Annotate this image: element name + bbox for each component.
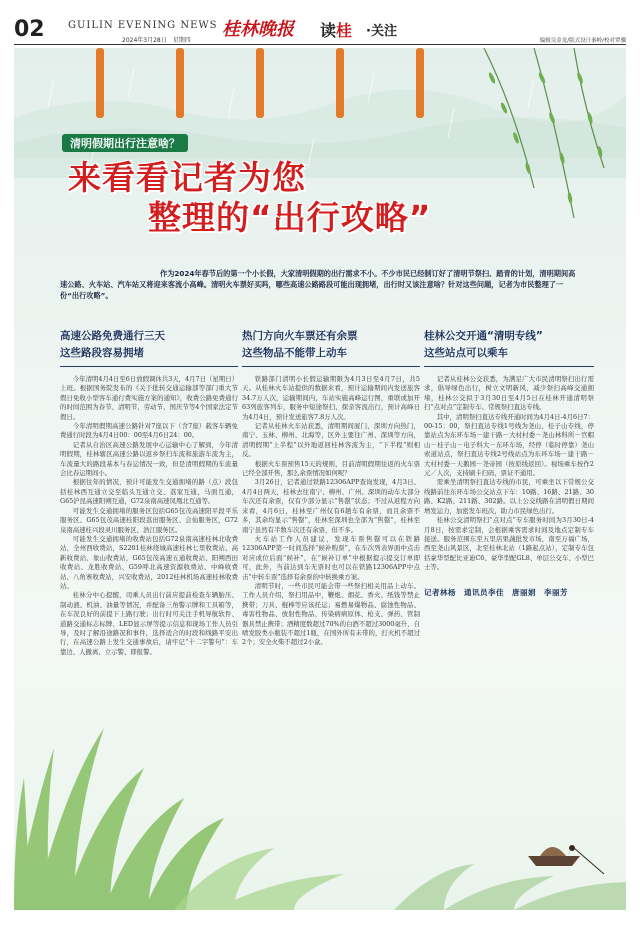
- paragraph: 清明节时，一些市民可能会带一些祭扫相关用品上动车。工作人员介绍，祭扫用品中，鞭炮、烟花、香火、纸钱等禁止携带；刀具、棍棒等应该托运；易燃易爆物品、腐蚀性物品、毒害性物品、放射性物品、传染病病原体、枪支、弹药、管制器具禁止携带；酒精度数超过70%的白酒不超过3000毫升、自喷发胶类小瓶装不超过1瓶，在国外所有未带的，打火机不超过2个；安全火柴不超过2小盒。: [242, 581, 420, 647]
- column-heading-line2: 这些路段容易拥堵: [60, 347, 144, 359]
- paragraph: 3月26日，记者通过铁路12306APP查询发现，4月3日、4月4日两天，桂林去往南宁、柳州、广州、深圳的动车大部分车次还有余票，仅有少部分显示“售罄”状态；不过从返程方向来看，4月6日，桂林至广州仅有6趟车有余票，而且余票不多，其余均显示“售罄”，桂林至深圳也全部为“售罄”，桂林至南宁虽然有半数车次还有余票，但不多。: [242, 478, 420, 534]
- column-heading-line1: 桂林公交开通“清明专线”: [424, 330, 543, 342]
- headline-line2: 整理的“出行攻略”: [148, 198, 432, 237]
- column-heading: [242, 328, 420, 362]
- paragraph: 需乘坐清明祭扫直达专线的市民，可乘坐以下常规公交线路前往东环车场公交站点下车：10路、16路、21路、30路、K2路、211路、302路。以上公交线路在清明假日期间增发运力，加密发车班次，助力市民绿色出行。: [424, 478, 594, 515]
- publication-name-en: GUILIN EVENING NEWS: [68, 20, 218, 31]
- paragraph: 火车站工作人员建议，发现车票售罄可以在铁路12306APP第一时间选择“候补购票”，在车次列表界面中点击对应或位后面“候补”，在“候补订单”中根据提示提交订单即可，此外，当前达到车无票时也可以在铁路12306APP中点击“中转车票”选择有余票的中转换乘方案。: [242, 534, 420, 581]
- column-heading-line1: 热门方向火车票还有余票: [242, 330, 358, 342]
- paragraph: 可能发生交通拥堵的服务区包括G65包茂高速阳平段平乐服务区、G65包茂高速桂阳段荔田服务区、会仙服务区，G72泉南高速桂兴段灵川服务区、浩江服务区。: [60, 506, 238, 534]
- column-heading-line1: 高速公路免费通行三天: [60, 330, 165, 342]
- paragraph: 根据火车票预售15天的规则，目前清明假期往返的火车票已经全部开售，那么余票情况如何呢？: [242, 459, 420, 478]
- page-number: 02: [14, 17, 45, 42]
- masthead: [0, 0, 640, 50]
- column-heading: [424, 328, 594, 362]
- heading-underline: [242, 366, 420, 367]
- headline-kicker: 清明假期出行注意啥？: [62, 134, 188, 152]
- heading-underline: [424, 366, 594, 367]
- paragraph: 桂林公交清明祭扫“点对点”专车服务时间为3月30日-4月8日，按需求定制，会根据乘客需求时间及地点定制专车接送。服务范围东至五里店果蔬批发市场，南至万福广场，西至尧山风景区，北至桂林北站（1路起点站），定制专车包括豪华型配比亚迪C6、豪华型配GL8、单层公交车、小型巴士等。: [424, 516, 594, 572]
- article-column-highway: [60, 328, 238, 657]
- masthead-divider: [14, 44, 626, 45]
- paragraph: 铁路部门清明小长假运输期限为4月3日至4月7日，共5天。从桂林火车站提供的数据来看，预计运输期间内发送旅客34.7万人次，运输期间内，车站实施高峰运行图，重联或加开63列旅客列车，服务中短途祭扫、探亲客流出行，预计高峰日为4月4日，预计发送旅客7.8万人次。: [242, 375, 420, 421]
- column-heading-line2: 这些物品不能带上动车: [242, 347, 347, 359]
- publication-logo: 桂林晚报: [222, 19, 294, 40]
- paragraph: 记者从自治区高速公路发展中心运输中心了解到，今年清明假期，桂林辖区高速公路以返乡祭扫车流和旅游车流为主，车流量大的路段基本与春运情况一致，但是清明假期的车流量会比春运期间小。: [60, 440, 238, 478]
- column-heading: [60, 328, 238, 362]
- editor-credits: 编辑吴金龙/版式设计秦岭/校对覃骥: [539, 38, 626, 44]
- paragraph: 根据往年的情况，预计可能发生交通拥堵的路（点）段包括桂林西互通立交至临头互通立交、荔家互通、马面互通，G65沪昆高速阳朔互通，G72泉南高速凤凰北互通等。: [60, 478, 238, 506]
- issue-date: 2024年3月28日 星期四: [122, 37, 191, 44]
- heading-underline: [60, 366, 238, 367]
- section-title-prefix: 读: [320, 21, 337, 40]
- section-title: [320, 18, 352, 41]
- paragraph: 记者从桂林火车站获悉，清明期间厦门、深圳方向热门，南宁、玉林、柳州、北海等，区外主要往广州、深圳等方向，清明假期“上半程”以外地返回桂林客流为主，“下半程”则相反。: [242, 422, 420, 459]
- paragraph: 桂林分中心提醒，司乘人员出行前应提前检查车辆胎压、制动液、机油、油量等情况，并配备三角警示牌和工具箱等，在车况良好的前提下上路行驶；出行时可关注手机导航软件、道路交通标志标牌、LED显示屏等提示信息和现场工作人员引导，及时了解沿途路况和事件，选择适合的时段和线路平安出行，在高速公路上发生交通事故后，请牢记“十二字警句”：车靠边、人撤离、立示警、即报警。: [60, 591, 238, 656]
- column-heading-line2: 这些站点可以乘车: [424, 347, 508, 359]
- grass-illustration: [14, 728, 224, 910]
- paragraph: 今年清明假期高速公路针对7座以下（含7座）载客车辆免费通行时段为4月4日00：00至4月6日24：00。: [60, 422, 238, 440]
- article-lede: 作为2024年春节后的第一个小长假，大家清明假期的出行需求不小。不少市民已经制订好了清明节祭扫、踏青的计划，清明期间高速公路、火车站、汽车站又将迎来客流小高峰。清明火车票好买吗，哪些高速公路路段可能出现拥堵，出行时又该注意啥？针对这些问题，记者为市民整理了一份“出行攻略”。: [60, 269, 576, 300]
- paragraph: 可能发生交通拥堵的收费站包括G72泉南高速桂林北收费站、全州西收费站，S2201桂林绕城高速桂林七里收费站、高新收费站、象山收费站，G65包茂高速五通收费站、阳朔西田收费站、龙胜收费站、G59呼北高速资源收费站、中峰收费站、八角寨收费站，兴安收费站，2012桂林机场高速桂林收费站。: [60, 534, 238, 590]
- paragraph: 记者从桂林公交获悉，为满足广大市民清明祭扫出行需求，倡导绿色出行，树立文明新风，减少祭扫高峰交通拥堵，桂林公交拟于3月30日至4月5日在桂林开通清明祭扫“点对点”定制专车、常规祭扫直达专线。: [424, 375, 594, 412]
- paragraph: 今年清明4月4日至6日放假调休共3天，4月7日（星期日）上班。根据国务院发布的《关于批转交通运输部等部门重大节假日免收小型客车通行费实施方案的通知》，收费公路免费通行的时间范围为春节、清明节、劳动节、国庆节等4个国家法定节假日。: [60, 375, 238, 421]
- paragraph: 其中，清明祭扫直达专线开通时间为4月4日-4月6日7：00-15：00，祭扫直达专线1号线为尧山、桂子山专线，停靠站点为东环车场－建干路－大村村委－尧山林科所－官帽山－桂子山－电子科大－东环车场，经停（临时停靠）尧山索道站点，祭扫直达专线2号线站点为东环车场－建干路－大村村委－天鹅园－尧帝园（按原线返回）。视场乘车按作2元／人次，支持刷卡扫码，票证不通用。: [424, 412, 594, 478]
- section-subtitle: ·关注: [366, 24, 397, 39]
- article-column-train: [242, 328, 420, 648]
- boat-illustration: [528, 845, 604, 874]
- section-title-highlight: 桂: [336, 21, 353, 40]
- byline: 记者林杨 通讯员李佳 唐丽娟 李丽芳: [424, 587, 568, 597]
- headline-line1: 来看看记者为您: [68, 158, 306, 197]
- article-column-bus: [424, 328, 594, 598]
